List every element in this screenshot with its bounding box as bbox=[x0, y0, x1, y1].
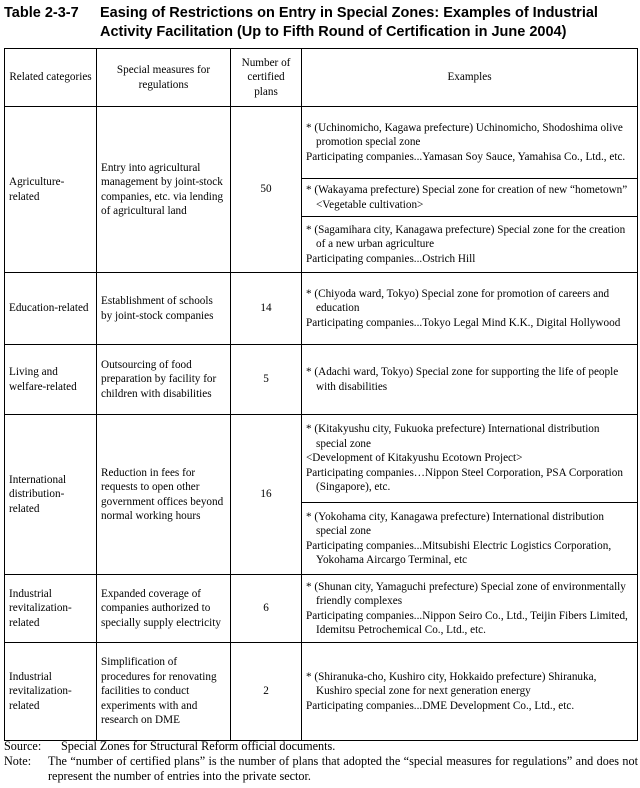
category-cell: Agriculture-related bbox=[5, 107, 97, 273]
header-examples: Examples bbox=[302, 49, 638, 107]
example-companies: Participating companies...Mitsubishi Electric Logistics Corporation, Yokohama Aircargo Terminal, etc bbox=[306, 539, 612, 566]
note-line bbox=[4, 754, 638, 786]
example-zone: * (Shunan city, Yamaguchi prefecture) Special zone of environmentally friendly complexes bbox=[306, 580, 626, 607]
category-cell: Education-related bbox=[5, 273, 97, 345]
example-cell bbox=[302, 273, 638, 345]
measures-cell: Outsourcing of food preparation by facility for children with disabilities bbox=[97, 345, 231, 415]
example-zone: * (Sagamihara city, Kanagawa prefecture) Special zone for the creation of a new urban agriculture bbox=[306, 223, 626, 251]
measures-cell: Reduction in fees for requests to open other government offices beyond normal working hours bbox=[97, 415, 231, 575]
example-zone: * (Wakayama prefecture) Special zone for creation of new “hometown” <Vegetable cultivation> bbox=[306, 184, 628, 211]
source-label: Source: bbox=[4, 739, 42, 753]
source-line bbox=[4, 739, 638, 754]
example-companies: Participating companies...Ostrich Hill bbox=[306, 252, 476, 265]
header-row bbox=[5, 49, 638, 107]
note-text: The “number of certified plans” is the number of plans that adopted the “special measures for regulations” and does not represent the number of entries into the private sector. bbox=[48, 754, 638, 783]
example-cell bbox=[302, 415, 638, 503]
source-text: Special Zones for Structural Reform official documents. bbox=[61, 739, 336, 753]
table-row bbox=[5, 415, 638, 503]
example-subtitle: <Development of Kitakyushu Ecotown Project> bbox=[306, 452, 523, 465]
example-zone: * (Shiranuka-cho, Kushiro city, Hokkaido prefecture) Shiranuka, Kushiro special zone for next generation energy bbox=[306, 670, 597, 698]
measures-cell: Entry into agricultural management by joint-stock companies, etc. via lending of agricultural land bbox=[97, 107, 231, 273]
measures-cell: Expanded coverage of companies authorized to specially supply electricity bbox=[97, 575, 231, 643]
count-cell: 16 bbox=[231, 415, 302, 575]
count-cell: 5 bbox=[231, 345, 302, 415]
table-row bbox=[5, 345, 638, 415]
example-cell bbox=[302, 503, 638, 575]
measures-cell: Establishment of schools by joint-stock companies bbox=[97, 273, 231, 345]
example-cell bbox=[302, 345, 638, 415]
example-cell bbox=[302, 107, 638, 179]
example-companies: Participating companies...Yamasan Soy Sauce, Yamahisa Co., Ltd., etc. bbox=[306, 150, 626, 163]
table-row bbox=[5, 107, 638, 179]
example-zone: * (Yokohama city, Kanagawa prefecture) International distribution special zone bbox=[306, 510, 604, 537]
example-cell bbox=[302, 217, 638, 273]
table-row bbox=[5, 273, 638, 345]
table-number: Table 2-3-7 bbox=[4, 5, 79, 21]
count-cell: 50 bbox=[231, 107, 302, 273]
note-label: Note: bbox=[4, 754, 32, 768]
category-cell: Living and welfare-related bbox=[5, 345, 97, 415]
count-cell: 14 bbox=[231, 273, 302, 345]
example-cell bbox=[302, 575, 638, 643]
example-zone: * (Kitakyushu city, Fukuoka prefecture) International distribution special zone bbox=[306, 423, 600, 450]
category-cell: Industrial revitalization-related bbox=[5, 643, 97, 741]
zones-table bbox=[4, 48, 638, 741]
example-companies: Participating companies…Nippon Steel Corporation, PSA Corporation (Singapore), etc. bbox=[306, 466, 623, 494]
count-cell: 6 bbox=[231, 575, 302, 643]
example-zone: * (Chiyoda ward, Tokyo) Special zone for promotion of careers and education bbox=[306, 287, 610, 315]
example-cell bbox=[302, 643, 638, 741]
example-companies: Participating companies...Tokyo Legal Mind K.K., Digital Hollywood bbox=[306, 316, 621, 329]
table-title-text: Easing of Restrictions on Entry in Special Zones: Examples of Industrial Activity Facilitation (Up to Fifth Round of Certification in June 2004) bbox=[100, 5, 598, 40]
count-cell: 2 bbox=[231, 643, 302, 741]
header-measures: Special measures for regulations bbox=[97, 49, 231, 107]
measures-cell: Simplification of procedures for renovating facilities to conduct experiments with and research on DME bbox=[97, 643, 231, 741]
example-zone: * (Adachi ward, Tokyo) Special zone for supporting the life of people with disabilities bbox=[306, 366, 619, 393]
header-count: Number of certified plans bbox=[231, 49, 302, 107]
example-cell bbox=[302, 179, 638, 217]
category-cell: International distribution-related bbox=[5, 415, 97, 575]
example-companies: Participating companies...DME Development Co., Ltd., etc. bbox=[306, 699, 575, 712]
table-row bbox=[5, 643, 638, 741]
example-zone: * (Uchinomicho, Kagawa prefecture) Uchinomicho, Shodoshima olive promotion special zone bbox=[306, 121, 623, 149]
example-companies: Participating companies...Nippon Seiro Co., Ltd., Teijin Fibers Limited, Idemitsu Petrochemical Co., Ltd., etc. bbox=[306, 609, 628, 636]
table-row bbox=[5, 575, 638, 643]
header-category: Related categories bbox=[5, 49, 97, 107]
category-cell: Industrial revitalization-related bbox=[5, 575, 97, 643]
